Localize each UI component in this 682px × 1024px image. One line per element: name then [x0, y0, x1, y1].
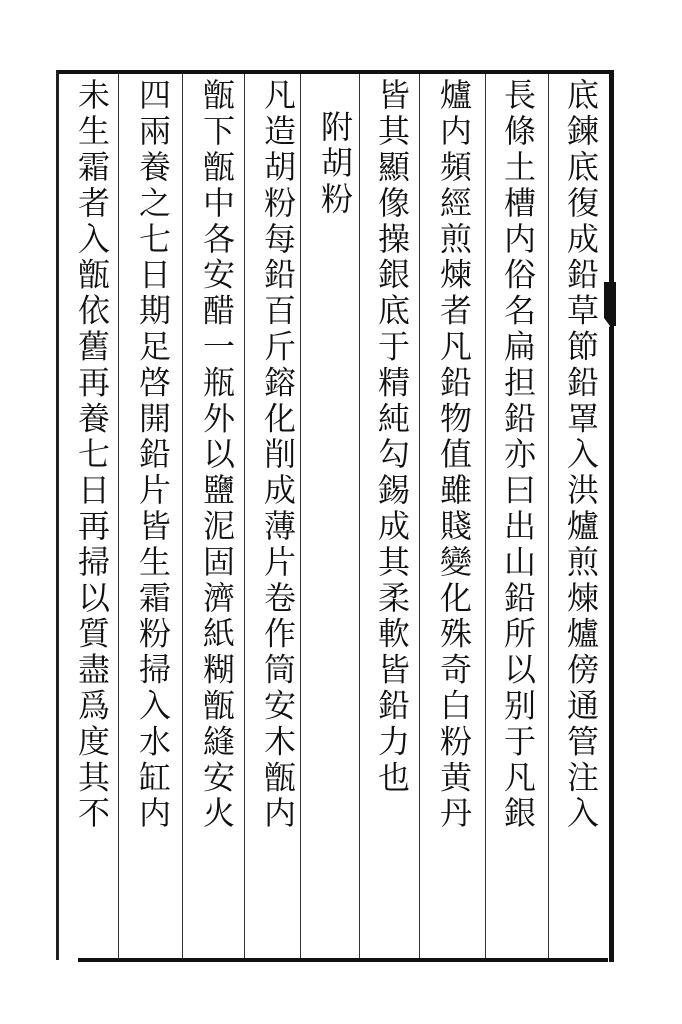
column-rule — [359, 74, 360, 958]
column-rule — [419, 74, 420, 958]
column-rule — [300, 74, 301, 958]
text-column-6: 甑下甑中各安醋一瓶外以鹽泥固濟紙糊甑縫安火 — [198, 78, 236, 832]
frame-bottom-border — [78, 958, 608, 962]
column-rule — [244, 74, 245, 958]
text-column-7: 四兩養之七日期足啓開鉛片皆生霜粉掃入水缸内 — [134, 78, 172, 832]
frame-top-border — [58, 70, 610, 74]
frame-left-border — [56, 70, 59, 960]
text-column-4: 皆其顯像操銀底于精純勾錫成其柔軟皆鉛力也 — [373, 78, 411, 796]
column-rule — [182, 74, 183, 958]
text-column-2: 長條土槽内俗名扁担鉛亦曰出山鉛所以别于凡銀 — [499, 78, 537, 832]
section-heading: 附胡粉 — [316, 110, 354, 218]
text-column-8: 未生霜者入甑依舊再養七日再掃以質盡爲度其不 — [73, 78, 111, 832]
column-rule — [548, 74, 549, 958]
column-rule — [118, 74, 119, 958]
text-column-5: 凡造胡粉每鉛百斤鎔化削成薄片卷作筒安木甑内 — [259, 78, 297, 832]
fishtail-notch — [604, 318, 610, 334]
text-column-1: 底鍊底復成鉛草節鉛罩入洪爐煎煉爐傍通管注入 — [562, 78, 600, 832]
column-rule — [485, 74, 486, 958]
text-column-3: 爐内頻經煎煉者凡鉛物值雖賤變化殊奇白粉黄丹 — [435, 78, 473, 832]
frame-right-border — [609, 70, 614, 962]
